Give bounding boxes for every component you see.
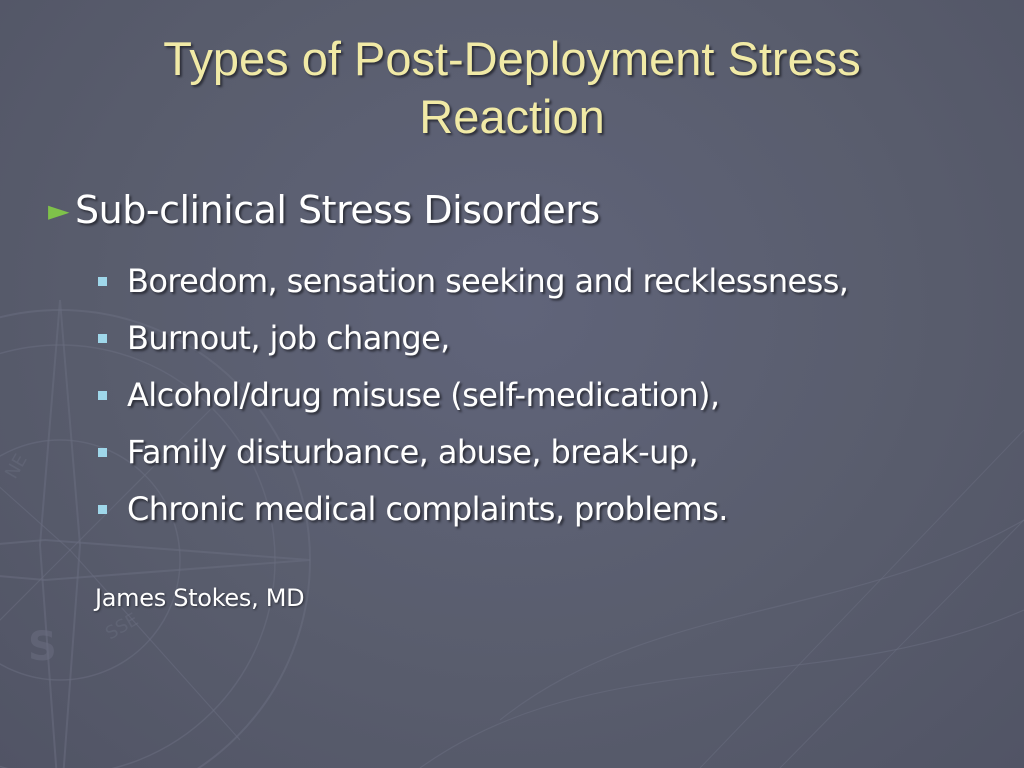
sub-bullet-item xyxy=(98,252,848,309)
sub-bullet-list xyxy=(98,252,848,537)
square-bullet-icon xyxy=(98,277,107,286)
triangle-arrow-bullet-icon: ► xyxy=(48,193,70,227)
main-bullet-text: Sub-clinical Stress Disorders xyxy=(75,188,600,232)
sub-bullet-text: Chronic medical complaints, problems. xyxy=(127,489,728,528)
sub-bullet-text: Burnout, job change, xyxy=(127,318,450,357)
sub-bullet-item xyxy=(98,480,848,537)
sub-bullet-item xyxy=(98,366,848,423)
square-bullet-icon xyxy=(98,334,107,343)
sub-bullet-item xyxy=(98,423,848,480)
square-bullet-icon xyxy=(98,391,107,400)
sub-bullet-text: Alcohol/drug misuse (self-medication), xyxy=(127,375,720,414)
svg-text:S: S xyxy=(28,624,57,670)
slide-title: Types of Post-Deployment Stress Reaction xyxy=(163,32,861,143)
svg-text:SSE: SSE xyxy=(102,609,143,645)
square-bullet-icon xyxy=(98,505,107,514)
author-credit: James Stokes, MD xyxy=(95,584,305,612)
sub-bullet-item xyxy=(98,309,848,366)
sub-bullet-text: Family disturbance, abuse, break-up, xyxy=(127,432,699,471)
sub-bullet-text: Boredom, sensation seeking and recklessness, xyxy=(127,261,849,300)
main-bullet xyxy=(48,188,600,232)
square-bullet-icon xyxy=(98,448,107,457)
svg-text:NE: NE xyxy=(1,450,32,483)
